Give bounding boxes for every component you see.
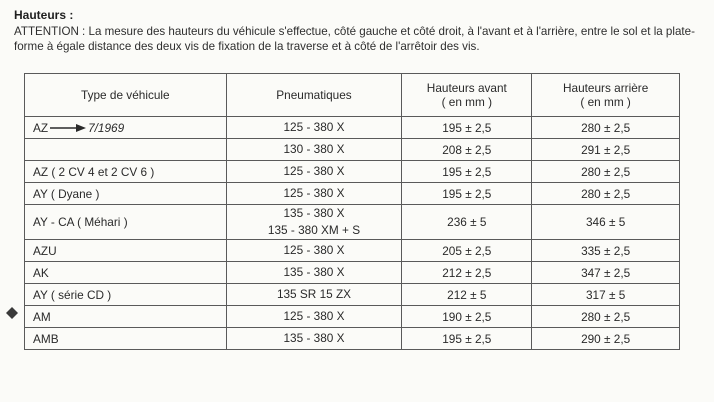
header-tyres: Pneumatiques xyxy=(226,74,402,117)
cell-rear-height: 280 ± 2,5 xyxy=(532,161,680,183)
cell-tyres xyxy=(226,240,402,262)
cell-tyres xyxy=(226,139,402,161)
cell-front-height: 212 ± 2,5 xyxy=(402,262,532,284)
table-row xyxy=(25,161,680,183)
cell-vehicle-type: AK xyxy=(25,262,227,284)
section-heading: Hauteurs : xyxy=(14,8,74,22)
cell-tyres xyxy=(226,205,402,240)
intro-paragraph: ATTENTION : La mesure des hauteurs du véhicule s'effectue, côté gauche et côté droit, à l'avant et à l'arrière, entre le sol et la plate-forme à égale distance des deux vis de fixation de la traverse et à côté de l'arrêtoir des vis. xyxy=(14,25,695,53)
header-type: Type de véhicule xyxy=(25,74,227,117)
tyre-spec: 135 - 380 X xyxy=(283,331,345,345)
cell-front-height: 190 ± 2,5 xyxy=(402,306,532,328)
cell-rear-height: 280 ± 2,5 xyxy=(532,183,680,205)
cell-front-height: 236 ± 5 xyxy=(402,205,532,240)
ride-height-table xyxy=(24,73,680,350)
diamond-icon xyxy=(5,306,19,320)
cell-rear-height: 280 ± 2,5 xyxy=(532,117,680,139)
cell-rear-height: 346 ± 5 xyxy=(532,205,680,240)
cell-front-height: 212 ± 5 xyxy=(402,284,532,306)
cell-front-height: 205 ± 2,5 xyxy=(402,240,532,262)
table-row xyxy=(25,240,680,262)
cell-tyres xyxy=(226,262,402,284)
tyre-spec: 125 - 380 X xyxy=(283,120,345,134)
arrow-right-icon xyxy=(50,123,86,133)
table-row xyxy=(25,328,680,350)
cell-vehicle-type xyxy=(25,139,227,161)
cell-vehicle-type: AY ( Dyane ) xyxy=(25,183,227,205)
cell-tyres xyxy=(226,117,402,139)
cell-vehicle-type: AZU xyxy=(25,240,227,262)
cell-vehicle-type: AY - CA ( Méhari ) xyxy=(25,205,227,240)
cell-rear-height: 280 ± 2,5 xyxy=(532,306,680,328)
tyre-spec: 125 - 380 X xyxy=(283,309,345,323)
table-row xyxy=(25,306,680,328)
cell-tyres xyxy=(226,183,402,205)
tyre-spec: 125 - 380 X xyxy=(283,243,345,257)
tyre-spec: 125 - 380 X xyxy=(283,164,345,178)
header-rear-height: Hauteurs arrière ( en mm ) xyxy=(532,74,680,117)
cell-front-height: 195 ± 2,5 xyxy=(402,328,532,350)
tyre-spec: 135 - 380 X xyxy=(283,206,345,220)
cell-rear-height: 291 ± 2,5 xyxy=(532,139,680,161)
header-front-height: Hauteurs avant ( en mm ) xyxy=(402,74,532,117)
table-row xyxy=(25,284,680,306)
tyre-spec: 135 - 380 X xyxy=(283,265,345,279)
cell-rear-height: 347 ± 2,5 xyxy=(532,262,680,284)
cell-tyres xyxy=(226,161,402,183)
cell-vehicle-type: AM xyxy=(25,306,227,328)
table-row xyxy=(25,183,680,205)
cell-front-height: 208 ± 2,5 xyxy=(402,139,532,161)
cell-front-height: 195 ± 2,5 xyxy=(402,117,532,139)
cell-tyres xyxy=(226,284,402,306)
cell-tyres xyxy=(226,328,402,350)
cell-front-height: 195 ± 2,5 xyxy=(402,183,532,205)
cell-rear-height: 317 ± 5 xyxy=(532,284,680,306)
tyre-spec: 135 - 380 XM + S xyxy=(267,223,361,237)
tyre-spec: 125 - 380 X xyxy=(283,186,345,200)
cell-rear-height: 290 ± 2,5 xyxy=(532,328,680,350)
cell-rear-height: 335 ± 2,5 xyxy=(532,240,680,262)
cell-vehicle-type: AY ( série CD ) xyxy=(25,284,227,306)
tyre-spec: 130 - 380 X xyxy=(283,142,345,156)
table-row xyxy=(25,205,680,240)
cell-vehicle-type: AZ ( 2 CV 4 et 2 CV 6 ) xyxy=(25,161,227,183)
cell-date: 7/1969 xyxy=(88,120,125,135)
cell-front-height: 195 ± 2,5 xyxy=(402,161,532,183)
cell-tyres xyxy=(226,306,402,328)
table-body xyxy=(25,117,680,350)
table-header-row xyxy=(25,74,680,117)
table-row xyxy=(25,139,680,161)
tyre-spec: 135 SR 15 ZX xyxy=(276,287,352,301)
table-row xyxy=(25,117,680,139)
table-row xyxy=(25,262,680,284)
cell-vehicle-type: AMB xyxy=(25,328,227,350)
cell-vehicle-type: AZ 7/1969 xyxy=(25,117,227,139)
